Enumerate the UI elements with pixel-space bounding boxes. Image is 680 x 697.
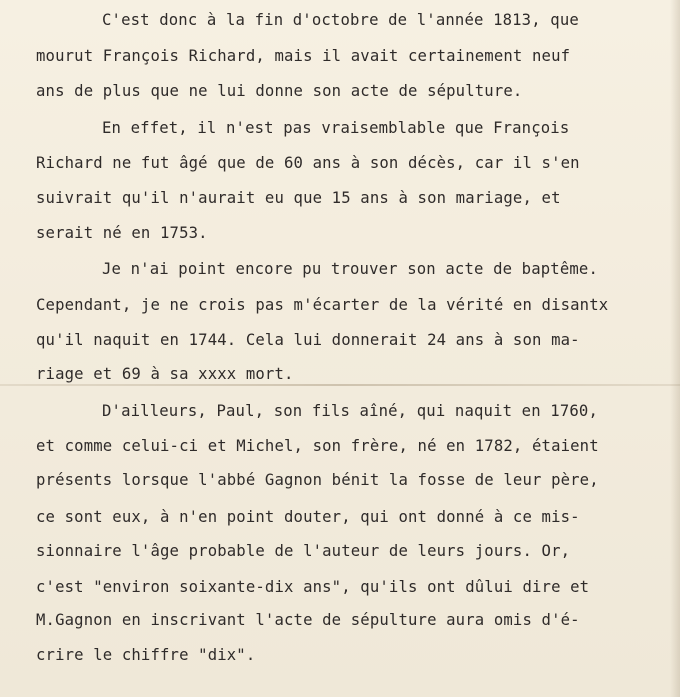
paper-edge bbox=[670, 0, 680, 697]
text-line-3: ans de plus que ne lui donne son acte de sépulture. bbox=[36, 82, 523, 100]
text-line-14: présents lorsque l'abbé Gagnon bénit la fosse de leur père, bbox=[36, 471, 599, 489]
text-line-15: ce sont eux, à n'en point douter, qui ont donné à ce mis- bbox=[36, 508, 580, 526]
text-line-1: C'est donc à la fin d'octobre de l'année 1813, que bbox=[102, 11, 579, 29]
text-line-4: En effet, il n'est pas vraisemblable que François bbox=[102, 119, 570, 137]
paper-fold bbox=[0, 384, 680, 386]
text-line-7: serait né en 1753. bbox=[36, 224, 208, 242]
text-line-9: Cependant, je ne crois pas m'écarter de la vérité en disantx bbox=[36, 296, 609, 314]
text-line-6: suivrait qu'il n'aurait eu que 15 ans à son mariage, et bbox=[36, 189, 561, 207]
text-line-17: c'est "environ soixante-dix ans", qu'ils ont dûlui dire et bbox=[36, 578, 590, 596]
text-line-10: qu'il naquit en 1744. Cela lui donnerait 24 ans à son ma- bbox=[36, 331, 580, 349]
text-line-18: M.Gagnon en inscrivant l'acte de sépulture aura omis d'é- bbox=[36, 611, 580, 629]
text-line-11: riage et 69 à sa xxxx mort. bbox=[36, 365, 294, 383]
text-line-16: sionnaire l'âge probable de l'auteur de leurs jours. Or, bbox=[36, 542, 571, 560]
text-line-5: Richard ne fut âgé que de 60 ans à son décès, car il s'en bbox=[36, 154, 580, 172]
text-line-2: mourut François Richard, mais il avait certainement neuf bbox=[36, 47, 571, 65]
text-line-8: Je n'ai point encore pu trouver son acte de baptême. bbox=[102, 260, 598, 278]
text-line-12: D'ailleurs, Paul, son fils aîné, qui naquit en 1760, bbox=[102, 402, 598, 420]
text-line-19: crire le chiffre "dix". bbox=[36, 646, 256, 664]
text-line-13: et comme celui-ci et Michel, son frère, né en 1782, étaient bbox=[36, 437, 599, 455]
